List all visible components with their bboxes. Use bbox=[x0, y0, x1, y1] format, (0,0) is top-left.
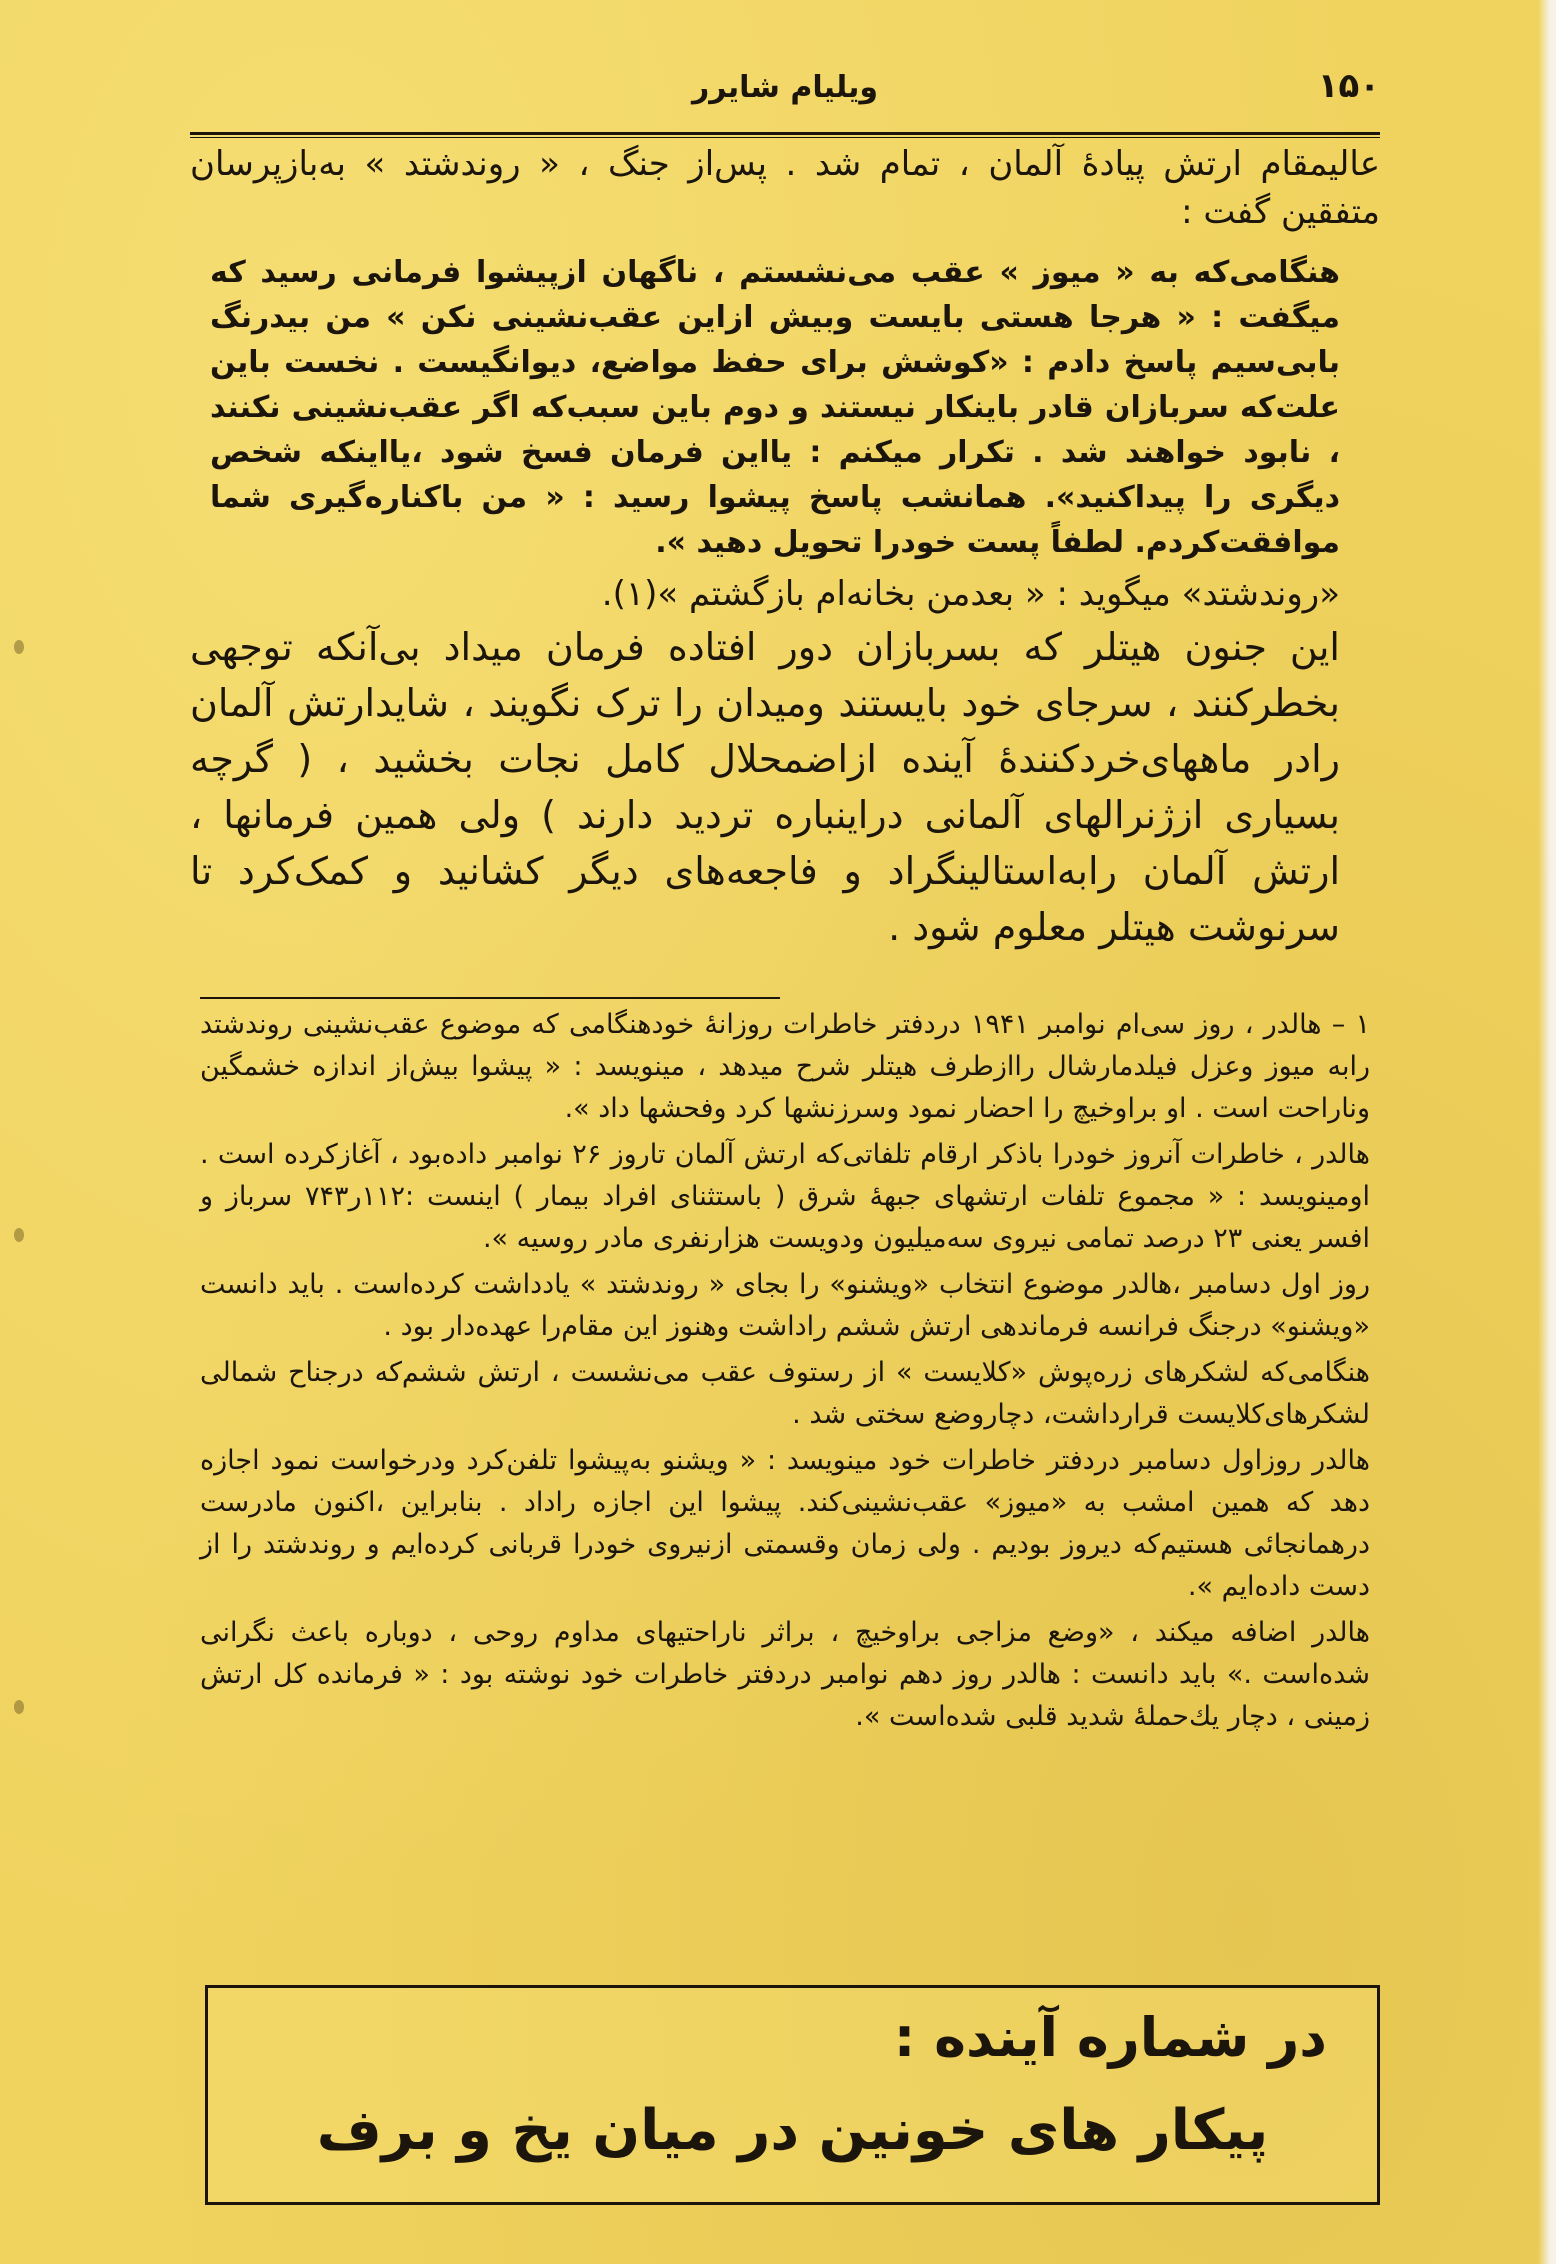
footnote-paragraph: هالدر اضافه میکند ، «وضع مزاجی براوخیچ ، براثر ناراحتیهای مداوم روحی ، دوباره باعث نگرانی شده‌است .» باید دانست : هالدر روز دهم نوامبر دردفتر خاطرات خود نوشته بود : « فرمانده کل ارتش زمینی ، دچار یك‌حملهٔ شدید قلبی شده‌است ». bbox=[200, 1617, 1370, 1732]
binding-hole bbox=[14, 1228, 24, 1242]
footnote-paragraph: هالدر ، خاطرات آنروز خودرا باذکر ارقام تلفاتی‌که ارتش آلمان تاروز ۲۶ نوامبر داده‌بود ، آغازکرده است . اومینویسد : « مجموع تلفات ارتشهای جبههٔ شرق ( باستثنای افراد بیمار ) اینست :۱۱۲ر۷۴۳ سرباز و افسر یعنی ۲۳ درصد تمامی نیروی سه‌میلیون ودویست هزارنفری مادر روسیه ». bbox=[200, 1139, 1371, 1254]
body-paragraph: این جنون هیتلر که بسربازان دور افتاده فرمان میداد بی‌آنکه توجهی بخطرکنند ، سرجای خود بایستند ومیدان را ترک نگویند ، شایدارتش آلمان رادر ماههای‌خردکنندهٔ آینده ازاضمحلال کامل نجات بخشید ، ( گرچه بسیاری ازژنرالهای آلمانی دراینباره تردید دارند ) ولی همین فرمانها ، ارتش آلمان رابه‌استالینگراد و فاجعه‌های دیگر کشانید و کمک‌کرد تا سرنوشت هیتلر معلوم شود . bbox=[190, 625, 1340, 949]
page-edge bbox=[1538, 0, 1556, 2264]
running-title: ویلیام شایرر bbox=[691, 70, 879, 105]
attribution-line: «روندشتد» میگوید : « بعدمن بخانه‌ام بازگشتم »(۱). bbox=[601, 574, 1340, 614]
footnotes bbox=[200, 1004, 1370, 1738]
binding-hole bbox=[14, 1700, 24, 1714]
binding-hole bbox=[14, 640, 24, 654]
page-header bbox=[190, 60, 1380, 120]
main-content bbox=[190, 140, 1380, 955]
intro-paragraph: عالیمقام ارتش پیادهٔ آلمان ، تمام شد . پس‌از جنگ ، « روندشتد » به‌بازپرسان متفقین گفت : bbox=[190, 144, 1380, 232]
quote-paragraph: هنگامی‌که به « میوز » عقب می‌نشستم ، ناگهان ازپیشوا فرمانی رسید که میگفت : « هرجا هستی بایست وبیش ازاین عقب‌نشینی نکن » من بیدرنگ بابی‌سیم پاسخ دادم : «کوشش برای حفظ مواضع، دیوانگیست . نخست باین علت‌که سربازان قادر باینکار نیستند و دوم باین سبب‌که اگر عقب‌نشینی نکنند ، نابود خواهند شد . تکرار میکنم : یااین فرمان فسخ شود ،یااینکه شخص دیگری را پیداکنید». همانشب پاسخ پیشوا رسید : « من باکناره‌گیری شما موافقت‌کردم. لطفاً پست خودرا تحویل دهید ». bbox=[210, 255, 1340, 560]
footnote-paragraph: ۱ – هالدر ، روز سی‌ام نوامبر ۱۹۴۱ دردفتر خاطرات روزانهٔ خودهنگامی که موضوع عقب‌نشینی روندشتد رابه میوز وعزل فیلدمارشال راازطرف هیتلر شرح میدهد ، مینویسد : « پیشوا بیش‌از اندازه خشمگین وناراحت است . او براوخیچ را احضار نمود وسرزنشها کرد وفحشها داد ». bbox=[200, 1009, 1370, 1124]
footnote-paragraph: روز اول دسامبر ،هالدر موضوع انتخاب «ویشنو» را بجای « روندشتد » یادداشت کرده‌است . باید دانست «ویشنو» درجنگ فرانسه فرماندهی ارتش ششم راداشت وهنوز این مقام‌را عهده‌دار بود . bbox=[200, 1269, 1370, 1342]
next-issue-title: پیکار های خونین در میان یخ و برف bbox=[316, 2098, 1269, 2163]
page-number: ۱۵۰ bbox=[1317, 66, 1380, 106]
header-rule bbox=[190, 132, 1380, 138]
footnote-rule bbox=[200, 997, 780, 999]
footnote-paragraph: هنگامی‌که لشکرهای زره‌پوش «کلایست » از رستوف عقب می‌نشست ، ارتش ششم‌که درجناح شمالی لشکرهای‌کلایست قرارداشت، دچاروضع سختی شد . bbox=[200, 1357, 1370, 1430]
next-issue-heading: در شماره آینده : bbox=[893, 2006, 1327, 2069]
footnote-paragraph: هالدر روزاول دسامبر دردفتر خاطرات خود مینویسد : « ویشنو به‌پیشوا تلفن‌کرد ودرخواست نمود اجازه دهد که همین امشب به «میوز» عقب‌نشینی‌کند. پیشوا این اجازه راداد . بنابراین ،اکنون مادرست درهمانجائی هستیم‌که دیروز بودیم . ولی زمان وقسمتی ازنیروی خودرا قربانی کرده‌ایم و روندشتد را از دست داده‌ایم ». bbox=[200, 1445, 1370, 1602]
next-issue-box bbox=[205, 1985, 1380, 2205]
